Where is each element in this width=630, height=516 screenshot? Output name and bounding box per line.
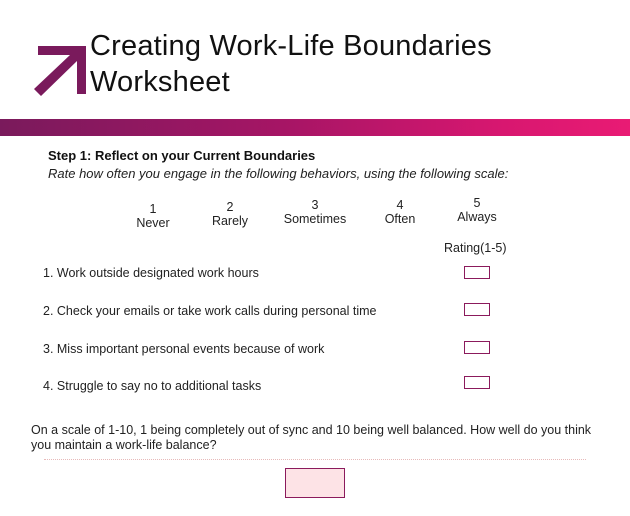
question-2: 2. Check your emails or take work calls during personal time <box>43 304 377 318</box>
question-3: 3. Miss important personal events because of work <box>43 342 325 356</box>
scale-label: Sometimes <box>283 212 347 226</box>
scale-label: Never <box>136 216 170 230</box>
diagonal-arrow-up-right-icon <box>34 46 86 96</box>
divider <box>44 459 586 460</box>
scale-label: Rarely <box>211 214 249 228</box>
scale-number: 2 <box>226 200 234 214</box>
rating-input-2[interactable] <box>464 303 490 316</box>
question-1: 1. Work outside designated work hours <box>43 266 259 280</box>
scale-label: Often <box>384 212 416 226</box>
scale-number: 1 <box>149 202 157 216</box>
balance-question: On a scale of 1-10, 1 being completely out of sync and 10 being well balanced. How well do you think you maintain a work-life balance? <box>31 423 592 452</box>
page-title-line-1: Creating Work-Life Boundaries <box>90 30 492 62</box>
scale-item-4 <box>376 198 424 226</box>
scale-number: 4 <box>396 198 404 212</box>
rating-column-header: Rating(1-5) <box>444 241 507 255</box>
scale-item-2 <box>205 200 255 228</box>
scale-item-1 <box>128 202 178 230</box>
step-1-heading: Step 1: Reflect on your Current Boundaries <box>48 148 316 163</box>
page-title-line-2: Worksheet <box>90 66 230 98</box>
balance-rating-input[interactable] <box>285 468 345 498</box>
scale-number: 5 <box>473 196 481 210</box>
scale-label: Always <box>457 210 497 224</box>
rating-input-4[interactable] <box>464 376 490 389</box>
scale-number: 3 <box>311 198 319 212</box>
question-4: 4. Struggle to say no to additional tasks <box>43 379 262 393</box>
rating-input-3[interactable] <box>464 341 490 354</box>
header-gradient-bar <box>0 119 630 136</box>
scale-item-5 <box>450 196 504 224</box>
step-1-instruction: Rate how often you engage in the following behaviors, using the following scale: <box>48 166 509 181</box>
scale-item-3 <box>276 198 354 226</box>
rating-input-1[interactable] <box>464 266 490 279</box>
page-title <box>90 28 492 100</box>
